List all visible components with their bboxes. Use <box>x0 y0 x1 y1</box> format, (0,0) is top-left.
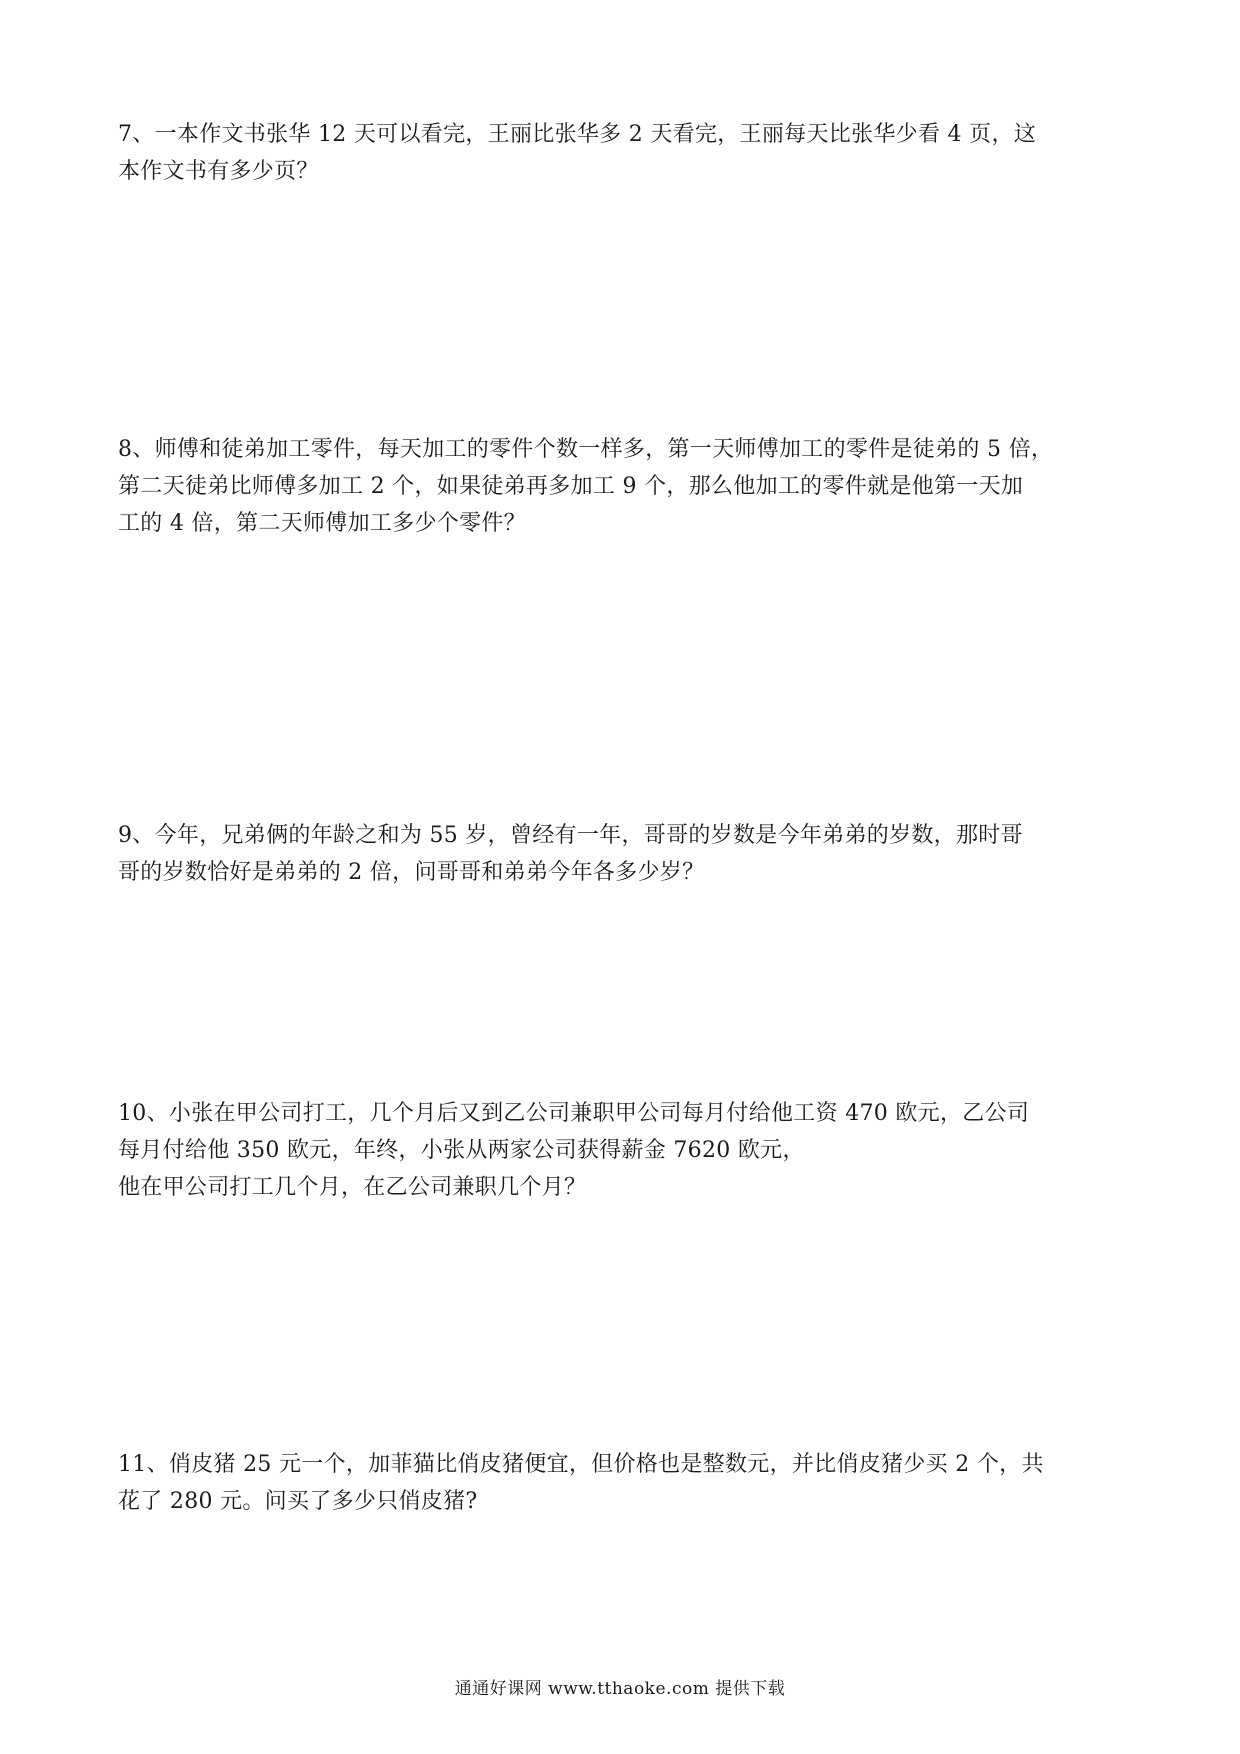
problem-10-line-2: 每月付给他 350 欧元，年终，小张从两家公司获得薪金 7620 欧元， <box>118 1138 805 1163</box>
page-footer: 通通好课网 www.tthaoke.com 提供下载 <box>454 1679 786 1699</box>
problem-8-line-3: 工的 4 倍，第二天师傅加工多少个零件？ <box>118 511 526 536</box>
problem-8-line-2: 第二天徒弟比师傅多加工 2 个，如果徒弟再多加工 9 个，那么他加工的零件就是他第一天加 <box>118 474 1024 499</box>
problem-9-line-2: 哥的岁数恰好是弟弟的 2 倍，问哥哥和弟弟今年各多少岁？ <box>118 860 705 885</box>
problem-10-line-3: 他在甲公司打工几个月，在乙公司兼职几个月？ <box>118 1175 587 1200</box>
problem-11-line-1: 11、俏皮猪 25 元一个，加菲猫比俏皮猪便宜，但价格也是整数元，并比俏皮猪少买 2 个，共 <box>118 1452 1044 1477</box>
problem-7 <box>118 116 1128 190</box>
problem-11-line-2: 花了 280 元。问买了多少只俏皮猪? <box>118 1489 478 1514</box>
problem-8-line-1: 8、师傅和徒弟加工零件，每天加工的零件个数一样多，第一天师傅加工的零件是徒弟的 5 倍， <box>118 437 1054 462</box>
problem-7-line-1: 7、一本作文书张华 12 天可以看完，王丽比张华多 2 天看完，王丽每天比张华少看 4 页，这 <box>118 122 1037 147</box>
problem-8 <box>118 431 1128 542</box>
problem-9 <box>118 817 1128 891</box>
problem-10-line-1: 10、小张在甲公司打工，几个月后又到乙公司兼职甲公司每月付给他工资 470 欧元，乙公司 <box>118 1101 1030 1126</box>
problem-10 <box>118 1095 1128 1206</box>
problem-7-line-2: 本作文书有多少页？ <box>118 159 319 184</box>
problem-11 <box>118 1446 1128 1520</box>
problem-9-line-1: 9、今年，兄弟俩的年龄之和为 55 岁，曾经有一年，哥哥的岁数是今年弟弟的岁数，那时哥 <box>118 823 1023 848</box>
